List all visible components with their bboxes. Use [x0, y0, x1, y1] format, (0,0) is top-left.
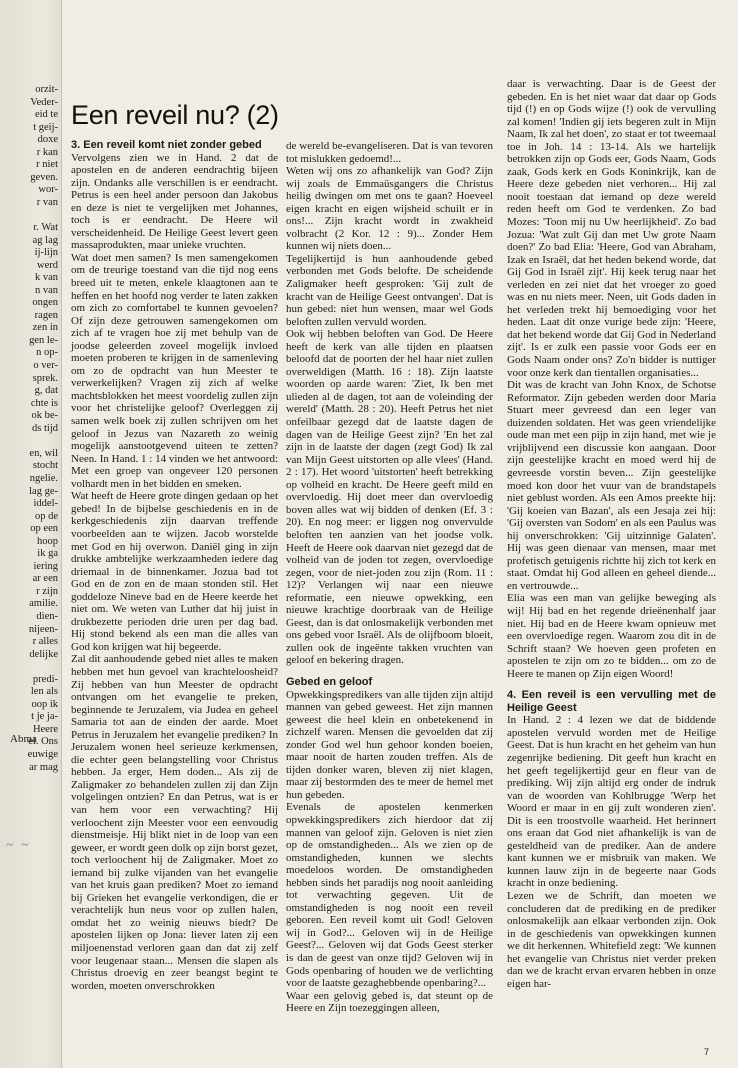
previous-page-line — [0, 222, 58, 235]
previous-page-line — [0, 97, 58, 110]
previous-page-line-text: zen in — [32, 322, 58, 334]
previous-page-line-text: ngelie. — [29, 472, 58, 484]
paragraph: Tegelijkertijd is hun aanhoudende gebed verbonden met Gods belofte. De scheidende Zaligmaker heeft gesproken: 'Gij zult de kracht van de Heilige Geest ontvangen'. Dat is hun gebed: niet hun wensen, maar wel Gods beloften zullen vervuld worden. — [286, 252, 493, 328]
paragraph: Opwekkingspredikers van alle tijden zijn altijd mannen van gebed geweest. Het zijn mannen geweest die heel klein en onbetekenend in zichzelf waren. Mensen die gevoelden dat zij zonder God wel hun gehoor konden boeien, maar nooit de harten zouden treffen. Als de tijden donker waren, bleven zij niet klagen, maar zij bestormden des te meer de hemel met hun gebeden. — [286, 688, 493, 801]
paragraph: Evenals de apostelen kenmerken opwekkingspredikers zich hierdoor dat zij mannen van geloof zijn. Geloven is niet zien op de omstandigheden... Als we zien op de omstandigheden, kunnen we slechts moedeloos worden. De omstandigheden hebben sinds het paradijs nog nooit aanleiding tot verwachting gegeven. Uit de omstandigheden is nog nooit een reveil geboren. Een reveil komt uit God! Geloven wij in God?... Geloven wij in de Heilige Geest?... Geloven wij dat Gods Geest sterker is dan de geest van onze tijd? Geloven wij in Gods openbaring of houden we de verlichting voor de laatste gezaghebbende openbaring?... — [286, 801, 493, 990]
previous-page-line-text: Veder- — [30, 96, 58, 108]
previous-page-line-text: k van — [34, 272, 58, 284]
previous-page-line — [0, 285, 58, 298]
previous-page-line-text: ar mag — [29, 761, 58, 773]
previous-page-line-text: op een — [30, 523, 58, 535]
previous-page-line-text: n van — [34, 284, 58, 296]
article-title: Een reveil nu? (2) — [71, 100, 279, 130]
previous-page-line — [0, 473, 58, 486]
previous-page-line-text: ragen — [34, 309, 58, 321]
previous-page-line — [0, 373, 58, 386]
previous-page-line-text: ok be- — [31, 410, 58, 422]
previous-page-line-text: r alles — [32, 636, 58, 648]
previous-page-line-text: eid te — [34, 109, 58, 121]
previous-page-line — [0, 661, 58, 674]
article-column-1 — [71, 139, 278, 992]
previous-page-line-text: len als — [30, 686, 58, 698]
section-heading: 3. Een reveil komt niet zonder gebed — [71, 139, 262, 151]
previous-page-line — [0, 297, 58, 310]
previous-page-line — [0, 636, 58, 649]
previous-page-line-text: werd — [37, 259, 58, 271]
previous-page-line-text: el. Ons — [28, 736, 58, 748]
previous-page-line-text: ar een — [32, 573, 58, 585]
previous-page-line — [0, 536, 58, 549]
previous-page-line — [0, 322, 58, 335]
previous-page-text — [0, 84, 58, 774]
previous-page-line — [0, 134, 58, 147]
previous-page-line-text: stocht — [32, 460, 58, 472]
previous-page-line — [0, 347, 58, 360]
previous-page-line-text: delijke — [29, 648, 58, 660]
paragraph: Waar een gelovig gebed is, dat steunt op de Heere en Zijn toezeggingen alleen, — [286, 989, 493, 1015]
previous-page-line — [0, 209, 58, 222]
previous-page-line-text: wor- — [38, 184, 58, 196]
previous-page-line-text: ik ga — [37, 548, 58, 560]
previous-page-line-text: doxe — [37, 134, 58, 146]
previous-page-line-text: lag ge- — [29, 485, 58, 497]
previous-page-line — [0, 310, 58, 323]
previous-page-line-text: sprek. — [32, 372, 58, 384]
previous-page-line-text: t je ja- — [31, 711, 58, 723]
previous-page-line — [0, 260, 58, 273]
previous-page-line-text: r niet — [36, 159, 58, 171]
page-fold-line — [61, 0, 62, 1068]
previous-page-line — [0, 184, 58, 197]
previous-page-line — [0, 486, 58, 499]
previous-page-line-text: g, dat — [34, 385, 58, 397]
paragraph: Ook wij hebben beloften van God. De Heere heeft de kerk van alle tijden en plaatsen beloofd dat de poorten der hel haar niet zullen overweldigen (Matth. 16 : 18). Zijn laatste woorden op aarde waren: 'Ziet, Ik ben met ulieden al de dagen, tot aan de voleinding der wereld' (Matth. 28 : 20). Heeft Petrus het niet onfeilbaar gezegd dat de laatste dagen de dagen van de Heilige Geest zijn? 'En het zal zijn in de laatste der dagen (zegt God) Ik zal van Mijn Geest uitstorten op alle vlees' (Hand. 2 : 17). Het woord 'uitstorten' heeft betrekking op volheid en kracht. De Heere geeft mild en overvloedig. Hij doet meer dan overvloedig boven alles wat wij bidden of denken (Ef. 3 : 20). En nog meer: er liggen nog onvervulde beloften ten aanzien van het joodse volk. Heeft de Heere ook daarvan niet gezegd dat de volheid van de joden tot zegen, overvloedige zegen, voor de niet-joden zou zijn (Rom. 11 : 12)? Verlangen wij naar een nieuwe reformatie, een nieuwe opwekking, een nieuwe krachtige doorbraak van de Heilige Geest, dan is dat onlosmakelijk verbonden met ons gebed voor Israël. Als de olijfboom bloeit, zullen ook de ingeënte takken vruchten van geloof en bekering dragen. — [286, 328, 493, 667]
previous-page-line — [0, 423, 58, 436]
page-number: 7 — [704, 1047, 710, 1057]
previous-page-line — [0, 247, 58, 260]
paragraph: Lezen we de Schrift, dan moeten we concluderen dat de prediking en de prediker onlosmakelijk aan elkaar verbonden zijn. Ook in de geschiedenis van opwekkingen kunnen we dit herkennen. Whitefield zegt: 'We kunnen het evangelie van Christus niet verder preken dan we de kracht ervan ervaren hebben in onze eigen har- — [507, 890, 716, 990]
previous-page-line-text: predi- — [32, 673, 58, 685]
previous-page-line — [0, 686, 58, 699]
previous-page-line-text: t geij- — [33, 121, 58, 133]
previous-page-line — [0, 586, 58, 599]
previous-page-line — [0, 197, 58, 210]
previous-page-line-text: op de — [34, 510, 58, 522]
previous-page-line-text: euwige — [27, 748, 58, 760]
previous-page-line-text: oop ik — [31, 698, 58, 710]
previous-page-line — [0, 749, 58, 762]
previous-page-line — [0, 611, 58, 624]
previous-page-line-text: ongen — [32, 297, 58, 309]
previous-page-line-text: ij-lijn — [34, 247, 58, 259]
previous-page-line-text: en, wil — [29, 447, 58, 459]
previous-page-line-text: ag lag — [32, 234, 58, 246]
previous-page-line-text: r kan — [36, 146, 58, 158]
previous-page-line — [0, 762, 58, 775]
previous-page-line — [0, 84, 58, 97]
previous-page-line — [0, 711, 58, 724]
previous-page-line-text: amilie. — [29, 598, 58, 610]
previous-page-line — [0, 360, 58, 373]
previous-page-line — [0, 498, 58, 511]
previous-page-line — [0, 548, 58, 561]
previous-page-line-text: n op- — [36, 347, 58, 359]
previous-page-line — [0, 674, 58, 687]
paragraph: Wat doet men samen? Is men samengekomen om de treurige toestand van die tijd nog eens breed uit te meten, enkele klaagtonen aan te heffen en het hoofd nog verder te laten zakken om zich zo comfortabel te kunnen gevoelen? Of zijn deze getrouwen samengekomen om zich af te vragen hoe zij met behulp van de joodse geleerden zoveel mogelijk invloed moeten proberen te krijgen in de samenleving om zo de opdracht van hun Meester te verwerkelijken? Vragen zij zich af welke machtsblokken het meest voordelig zullen zijn voor het christelijke geloof? Overleggen zij samen welk boek zij zullen schrijven om het geloof in Jezus van Nazareth zo weinig mogelijk aanstootgevend uiteen te zetten? Neen. In Hand. 1 : 14 vinden we het antwoord: Met een groep van ongeveer 120 personen volhardt men in het bidden en smeken. — [71, 251, 278, 490]
paragraph: Zal dit aanhoudende gebed niet alles te maken hebben met hun gevoel van krachteloosheid? Zij hebben van hun Meester de opdracht ontvangen om het evangelie te preken, beginnende te Jeruzalem, via Judea en geheel Samaria tot aan de einden der aarde. Moet Petrus in Jeruzalem het evangelie prediken? In Jeruzalem wonen heel serieuze kerkmensen, die echter geen belangstelling voor Christus hebben. Ja erger, Hem doden... Als zij de Zaligmaker zo behandelen zullen zij dan Zijn volgelingen ontzien? En dan Petrus, wat is er van hem voor een verwachting? Hij verloochent zijn Meester voor een eenvoudig dienstmeisje. Hij blikt niet in de loop van een geweer, er wordt geen dolk op zijn borst gezet, toch verloochent hij de Zaligmaker. Moet zo iemand bij zulke vijanden van het evangelie van het kruis gaan prediken? Moet zo iemand bij Grieken het evangelie verkondigen, die er verachtelijk hun neus voor op zullen halen, omdat het zo weinig nieuws biedt? De apostelen lijken op Jona: liever laten zij een miljoenenstad verloren gaan dan dat zij zelf voor leugenaar staan... Mensen die slapen als Christus droevig en zeer beangst begint te worden, moeten onverschrokken — [71, 653, 278, 992]
previous-page-signature: Abma — [10, 733, 37, 745]
previous-page-line — [0, 598, 58, 611]
previous-page-line-text: Heere — [32, 723, 58, 735]
previous-page-line — [0, 649, 58, 662]
paragraph: Weten wij ons zo afhankelijk van God? Zijn wij zoals de Emmaüsgangers die Christus heilig dwingen om met ons te gaan? Hoeveel eigen kracht en eigen wijsheid schuilt er in ons!... Zijn kracht wordt in zwakheid volbracht (2 Kor. 12 : 9)... Zonder Hem kunnen wij niets doen... — [286, 165, 493, 253]
previous-page-line-text: dien- — [36, 610, 58, 622]
previous-page-line — [0, 109, 58, 122]
previous-page-line — [0, 699, 58, 712]
previous-page-line — [0, 398, 58, 411]
previous-page-line-text: orzit- — [35, 84, 58, 95]
previous-page-line — [0, 172, 58, 185]
previous-page-line — [0, 385, 58, 398]
paragraph: Wat heeft de Heere grote dingen gedaan op het gebed! In de bijbelse geschiedenis en in de kerkgeschiedenis zijn daarvan treffende voorbeelden aan te wijzen. Jacob worstelde met God en hij overwon. Daniël ging in zijn drukke ambtelijke werkzaamheden iedere dag driemaal in de binnenkamer. Jozua bad tot God en de zon en de maan stonden stil. Het goddeloze Nineve bad en de Heere keerde het niet om. We weten van Luther dat hij juist in drukbezette perioden drie uren per dag bad. Hij stond bekend als een man die alles van God kon krijgen wat hij begeerde. — [71, 490, 278, 653]
previous-page-line — [0, 523, 58, 536]
previous-page-line — [0, 410, 58, 423]
previous-page-line-text: hoop — [37, 535, 58, 547]
paragraph: Elia was een man van gelijke beweging als wij! Hij bad en het regende drieënenhalf jaar niet. Hij bad en de Heere kwam opnieuw met een overvloedige regen. Waarom zou dit in de Schrift staan? We hoeven geen profeten en apostelen te zijn om zo te bidden... om zo de Heere te manen op Zijn eigen Woord! — [507, 592, 716, 680]
previous-page-line — [0, 272, 58, 285]
previous-page-line-text: chte is — [30, 397, 58, 409]
previous-page-line — [0, 624, 58, 637]
previous-page-line — [0, 159, 58, 172]
section-heading: 4. Een reveil is een vervulling met de Heilige Geest — [507, 689, 716, 714]
article-column-3 — [507, 78, 716, 990]
previous-page-line-text: r zijn — [36, 585, 58, 597]
previous-page-line-text: nijeen- — [28, 623, 58, 635]
previous-page-line — [0, 448, 58, 461]
previous-page-line-text: r van — [36, 196, 58, 208]
previous-page-ornament: ~ ~ — [6, 838, 31, 853]
previous-page-line-text: gen le- — [29, 334, 58, 346]
previous-page-line — [0, 511, 58, 524]
previous-page-line — [0, 573, 58, 586]
previous-page-line — [0, 122, 58, 135]
previous-page-line — [0, 460, 58, 473]
previous-page-line-text: iddel- — [33, 498, 58, 510]
paragraph: de wereld be-evangeliseren. Dat is van tevoren tot mislukken gedoemd!... — [286, 140, 493, 165]
paragraph: daar is verwachting. Daar is de Geest der gebeden. En is het niet waar dat daar op Gods tijd (!) en op Gods wijze (!) ook de vervulling zal komen! 'Indien gij iets begeren zult in Mijn Naam, Ik zal het doen', zo staat er tot tweemaal toe in Joh. 14 : 13-14. Als we hartelijk betrokken zijn op Gods eer, Gods Naam, Gods zaak, Gods kerk en Gods Koninkrijk, kan de Heere deze gebeden niet verhoren... Hij zal nooit toestaan dat iemand op deze wereld reden heeft om God te verdenken. Zo bad Mozes: 'Toon mij nu Uw heerlijkheid'. Zo bad Jozua: 'Wat zult Gij dan met Uw grote Naam doen?' Zo bad Elia: 'Heere, God van Abraham, Izak en Israël, dat het heden bekend worde, dat Gij God in Israël zijt'. Hij keek terug naar het verleden en zei niet dat het vroeger zo goed was en nu niets meer. Neen, uit Gods daden in het verleden trekt hij bemoediging voor het heden. Laat dit onze vurige bede zijn: 'Heere, dat het bekend worde dat Gij God in Nederland zijt'. Is er zulk een passie voor Gods eer en Gods Naam onder ons? Zo'n bidder is nuttiger voor onze kerk dan tientallen organisaties... — [507, 78, 716, 379]
previous-page-line — [0, 435, 58, 448]
previous-page-line-text: geven. — [30, 171, 58, 183]
section-heading: Gebed en geloof — [286, 675, 373, 688]
previous-page-line — [0, 147, 58, 160]
previous-page-line — [0, 561, 58, 574]
previous-page-line — [0, 235, 58, 248]
previous-page-line — [0, 335, 58, 348]
previous-page-line-text: o ver- — [33, 360, 58, 372]
article-column-2 — [286, 140, 493, 1015]
paragraph: In Hand. 2 : 4 lezen we dat de biddende apostelen vervuld worden met de Heilige Geest. Dat is hun kracht en het geheim van hun zegenrijke bediening. Dit geeft hun kracht en het geeft tegelijkertijd geur en fleur van de prediking. Wij zijn altijd erg onder de indruk van de woorden van Kohlbrugge 'Werp het Woord er maar in en gij zult wonderen zien'. Dit is een troostvolle waarheid. Het herinnert ons eraan dat God niet afhankelijk is van de gesteldheid van de prediker. Aan de andere kant kunnen we er misbruik van maken. We kunnen lauw zijn in de begeerte naar Gods kracht in onze bediening. — [507, 714, 716, 890]
previous-page-line-text: r. Wat — [33, 222, 58, 234]
paragraph: Vervolgens zien we in Hand. 2 dat de apostelen en de anderen eendrachtig bijeen zijn. Ondanks alle verschillen is er eendracht. Petrus is een heel ander persoon dan Jakobus en deze is niet te vergelijken met Johannes, toch is er eendracht. De Heere wil verscheidenheid. De Heilige Geest levert geen massaprodukten, maar unieke vruchten. — [71, 151, 278, 252]
previous-page-line-text: ds tijd — [32, 422, 58, 434]
paragraph: Dit was de kracht van John Knox, de Schotse Reformator. Zijn gebeden werden door Maria Stuart meer gevreesd dan een leger van duizenden soldaten. Het was geen vriendelijke oude man met een pijp in zijn hand, met wie je vrijblijvend een discussie kon aangaan. Door zijn geestelijke kracht en moed werd hij de gevreesde vorstin beven... Zijn geestelijke moed kon door het vuur van de brandstapels niet geblust worden. Als een Amos preekte hij: 'Gij koeien van Bazan', als een Jesaja zei hij: 'Gij oversten van Sodom' en als een Paulus was hij onverschrokken: 'Gij uitzinnige Galaten'. Hij was geen dienaar van mensen, maar met profetisch getuigenis richtte hij zich tot kerk en staat. Omdat hij God alleen en geheel diende... en vertrouwde... — [507, 379, 716, 592]
previous-page-line-text: iering — [33, 560, 58, 572]
